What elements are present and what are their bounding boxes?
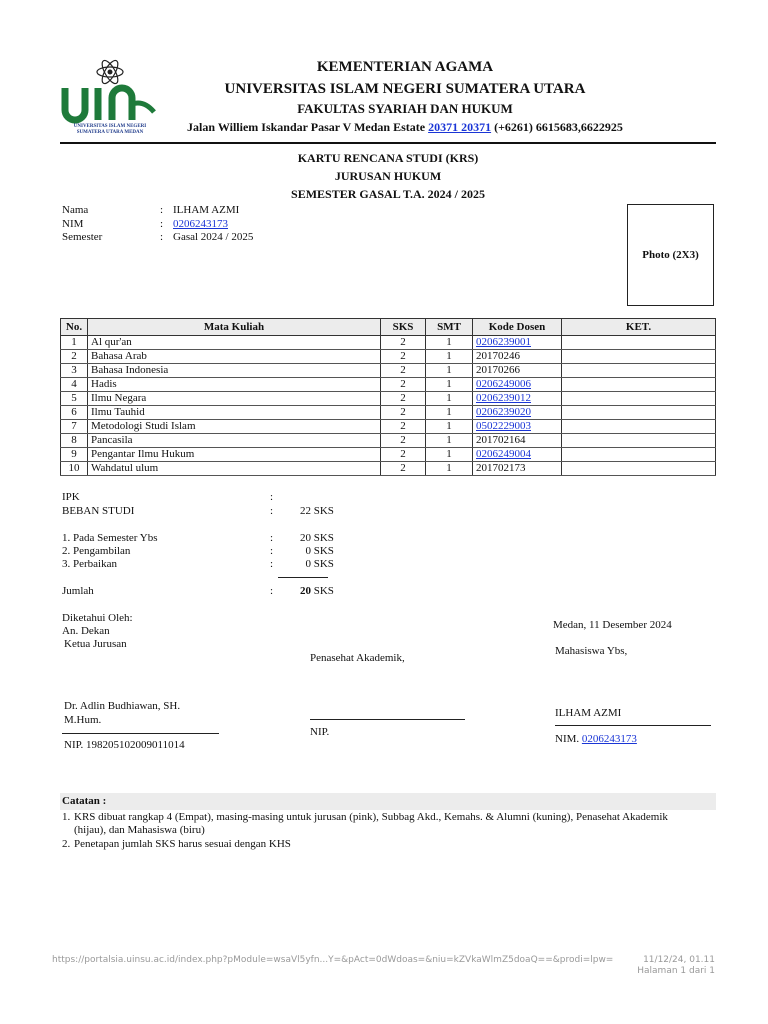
jumlah-value: 20 [300, 585, 311, 597]
row-kode-dosen [473, 336, 562, 350]
table-row [61, 392, 716, 406]
header-university: UNIVERSITAS ISLAM NEGERI SUMATERA UTARA [224, 81, 586, 97]
row-kode-dosen [473, 406, 562, 420]
kode-dosen-link[interactable]: 0502229003 [476, 420, 531, 432]
note-item-1-cont: (hijau), dan Mahasiswa (biru) [74, 824, 205, 836]
colon: : [270, 585, 274, 597]
logo-caption-line-1: UNIVERSITAS ISLAM NEGERI [73, 124, 147, 129]
an-dekan-label: An. Dekan [62, 625, 110, 637]
row-course: Bahasa Arab [88, 350, 381, 364]
mahasiswa-label: Mahasiswa Ybs, [555, 645, 628, 657]
sks-unit: SKS [313, 558, 334, 570]
student-name-row [62, 204, 239, 216]
student-nim-row [62, 218, 228, 230]
semester-ybs-label: 1. Pada Semester Ybs [62, 532, 158, 544]
row-ket [562, 420, 716, 434]
university-logo [60, 58, 160, 138]
row-smt: 1 [426, 378, 473, 392]
col-smt: SMT [426, 319, 473, 336]
row-sks: 2 [381, 434, 426, 448]
header-ministry: KEMENTERIAN AGAMA [316, 59, 494, 75]
table-row [61, 350, 716, 364]
course-table-body [61, 336, 716, 476]
ketua-jurusan-label: Ketua Jurusan [64, 638, 127, 650]
row-course: Bahasa Indonesia [88, 364, 381, 378]
row-sks: 2 [381, 378, 426, 392]
table-row [61, 378, 716, 392]
footer-datetime: 11/12/24, 01.11 [643, 955, 715, 965]
row-ket [562, 378, 716, 392]
row-sks: 2 [381, 448, 426, 462]
header-divider [60, 142, 716, 144]
pengambilan-row [62, 545, 334, 557]
row-course: Ilmu Negara [88, 392, 381, 406]
row-kode-dosen: 201702164 [473, 434, 562, 448]
row-sks: 2 [381, 364, 426, 378]
logo-caption-line-2: SUMATERA UTARA MEDAN [76, 130, 144, 135]
note-number: 2. [62, 838, 71, 850]
table-row [61, 364, 716, 378]
perbaikan-value: 0 [305, 558, 311, 570]
photo-box [627, 204, 714, 306]
student-signature-line [555, 725, 711, 726]
col-kode-dosen: Kode Dosen [473, 319, 562, 336]
student-semester-row [62, 231, 253, 243]
nim-label: NIM. [555, 733, 580, 745]
row-kode-dosen: 20170246 [473, 350, 562, 364]
header-address [165, 120, 645, 135]
table-row [61, 462, 716, 476]
penasehat-signature-line [310, 719, 465, 720]
row-kode-dosen [473, 448, 562, 462]
row-kode-dosen [473, 378, 562, 392]
postal-code-link[interactable]: 20371 20371 [428, 120, 492, 134]
row-smt: 1 [426, 406, 473, 420]
course-table [60, 318, 716, 476]
kode-dosen-link[interactable]: 0206249004 [476, 448, 531, 460]
row-smt: 1 [426, 462, 473, 476]
row-course: Al qur'an [88, 336, 381, 350]
department-title: JURUSAN HUKUM [334, 169, 442, 183]
notes-title: Catatan : [62, 795, 107, 807]
jumlah-row [62, 585, 334, 597]
row-no: 10 [61, 462, 88, 476]
row-no: 4 [61, 378, 88, 392]
row-smt: 1 [426, 350, 473, 364]
row-sks: 2 [381, 350, 426, 364]
row-no: 8 [61, 434, 88, 448]
row-smt: 1 [426, 364, 473, 378]
table-row [61, 336, 716, 350]
row-course: Pengantar Ilmu Hukum [88, 448, 381, 462]
semester-label: Semester [62, 231, 103, 243]
note-item-1 [62, 811, 668, 823]
col-ket: KET. [562, 319, 716, 336]
row-smt: 1 [426, 434, 473, 448]
semester-value: Gasal 2024 / 2025 [173, 231, 254, 243]
row-no: 7 [61, 420, 88, 434]
row-ket [562, 364, 716, 378]
row-no: 1 [61, 336, 88, 350]
note-text: KRS dibuat rangkap 4 (Empat), masing-masing untuk jurusan (pink), Subbag Akd., Kemahs. & Alumni (kuning), Penasehat Akademik [74, 811, 668, 823]
address-text: Jalan Williem Iskandar Pasar V Medan Estate [187, 120, 426, 134]
phone-text: (+6261) 6615683,6622925 [494, 120, 623, 134]
row-no: 5 [61, 392, 88, 406]
sum-divider [278, 577, 328, 578]
ipk-label: IPK [62, 491, 80, 503]
row-kode-dosen [473, 392, 562, 406]
row-sks: 2 [381, 406, 426, 420]
nim-link[interactable]: 0206243173 [173, 218, 228, 230]
student-signature-name: ILHAM AZMI [555, 707, 622, 719]
dekan-name-line-1: Dr. Adlin Budhiawan, SH. [64, 700, 181, 712]
table-row [61, 406, 716, 420]
beban-studi-row [62, 505, 334, 517]
row-ket [562, 336, 716, 350]
footer-url: https://portalsia.uinsu.ac.id/index.php?pModule=wsaVl5yfn...Y=&pAct=0dWdoas=&niu=kZVkaWlmZ5doaQ==&prodi=lpw= [52, 955, 614, 965]
beban-label: BEBAN STUDI [62, 505, 135, 517]
perbaikan-label: 3. Perbaikan [62, 558, 117, 570]
row-smt: 1 [426, 392, 473, 406]
student-nim-link[interactable]: 0206243173 [581, 733, 637, 745]
col-mata-kuliah: Mata Kuliah [88, 319, 381, 336]
name-label: Nama [62, 204, 89, 216]
table-row [61, 448, 716, 462]
dekan-name-line-2: M.Hum. [64, 714, 102, 726]
row-sks: 2 [381, 420, 426, 434]
row-sks: 2 [381, 392, 426, 406]
col-sks: SKS [381, 319, 426, 336]
kode-dosen-link[interactable]: 0206239012 [476, 392, 531, 404]
table-header-row [61, 319, 716, 336]
penasehat-nip: NIP. [310, 726, 330, 738]
semester-ybs-row [62, 532, 334, 544]
sks-unit: SKS [313, 585, 334, 597]
kode-dosen-link[interactable]: 0206249006 [476, 378, 531, 390]
colon: : [270, 558, 274, 570]
pengambilan-label: 2. Pengambilan [62, 545, 131, 557]
diketahui-label: Diketahui Oleh: [62, 612, 133, 624]
signature-date: Medan, 11 Desember 2024 [553, 619, 672, 631]
perbaikan-row [62, 558, 334, 570]
name-value: ILHAM AZMI [173, 204, 240, 216]
note-text: Penetapan jumlah SKS harus sesuai dengan KHS [74, 838, 291, 850]
row-course: Metodologi Studi Islam [88, 420, 381, 434]
row-ket [562, 406, 716, 420]
note-item-2 [62, 838, 291, 850]
colon: : [270, 545, 274, 557]
table-row [61, 434, 716, 448]
row-sks: 2 [381, 462, 426, 476]
colon: : [160, 204, 164, 216]
row-ket [562, 448, 716, 462]
beban-value: 22 [300, 505, 311, 517]
student-signature-nim [555, 733, 637, 745]
row-course: Wahdatul ulum [88, 462, 381, 476]
logo-caption [60, 124, 160, 136]
kode-dosen-link[interactable]: 0206239001 [476, 336, 531, 348]
sks-unit: SKS [313, 532, 334, 544]
row-kode-dosen: 20170266 [473, 364, 562, 378]
semester-ybs-value: 20 [300, 532, 311, 544]
row-smt: 1 [426, 448, 473, 462]
col-no: No. [61, 319, 88, 336]
row-ket [562, 434, 716, 448]
row-kode-dosen [473, 420, 562, 434]
row-ket [562, 392, 716, 406]
photo-label: Photo (2X3) [642, 249, 699, 261]
row-course: Hadis [88, 378, 381, 392]
row-no: 3 [61, 364, 88, 378]
penasehat-label: Penasehat Akademik, [310, 652, 405, 664]
colon: : [270, 491, 274, 503]
row-smt: 1 [426, 336, 473, 350]
krs-title: KARTU RENCANA STUDI (KRS) [297, 151, 479, 165]
colon: : [160, 231, 164, 243]
colon: : [270, 505, 274, 517]
row-no: 2 [61, 350, 88, 364]
sks-unit: SKS [313, 505, 334, 517]
dekan-signature-line [62, 733, 219, 734]
row-ket [562, 462, 716, 476]
row-ket [562, 350, 716, 364]
footer-page: Halaman 1 dari 1 [637, 966, 715, 976]
row-smt: 1 [426, 420, 473, 434]
notes-header [60, 793, 716, 810]
row-course: Ilmu Tauhid [88, 406, 381, 420]
nim-label: NIM [62, 218, 84, 230]
note-number: 1. [62, 811, 71, 823]
semester-title: SEMESTER GASAL T.A. 2024 / 2025 [291, 187, 485, 201]
table-row [61, 420, 716, 434]
kode-dosen-link[interactable]: 0206239020 [476, 406, 531, 418]
row-kode-dosen: 201702173 [473, 462, 562, 476]
row-no: 9 [61, 448, 88, 462]
row-sks: 2 [381, 336, 426, 350]
sks-unit: SKS [313, 545, 334, 557]
colon: : [160, 218, 164, 230]
colon: : [270, 532, 274, 544]
row-no: 6 [61, 406, 88, 420]
jumlah-label: Jumlah [62, 585, 94, 597]
ipk-row [62, 491, 273, 503]
dekan-nip: NIP. 198205102009011014 [64, 739, 185, 751]
header-faculty: FAKULTAS SYARIAH DAN HUKUM [297, 101, 513, 116]
row-course: Pancasila [88, 434, 381, 448]
pengambilan-value: 0 [305, 545, 311, 557]
